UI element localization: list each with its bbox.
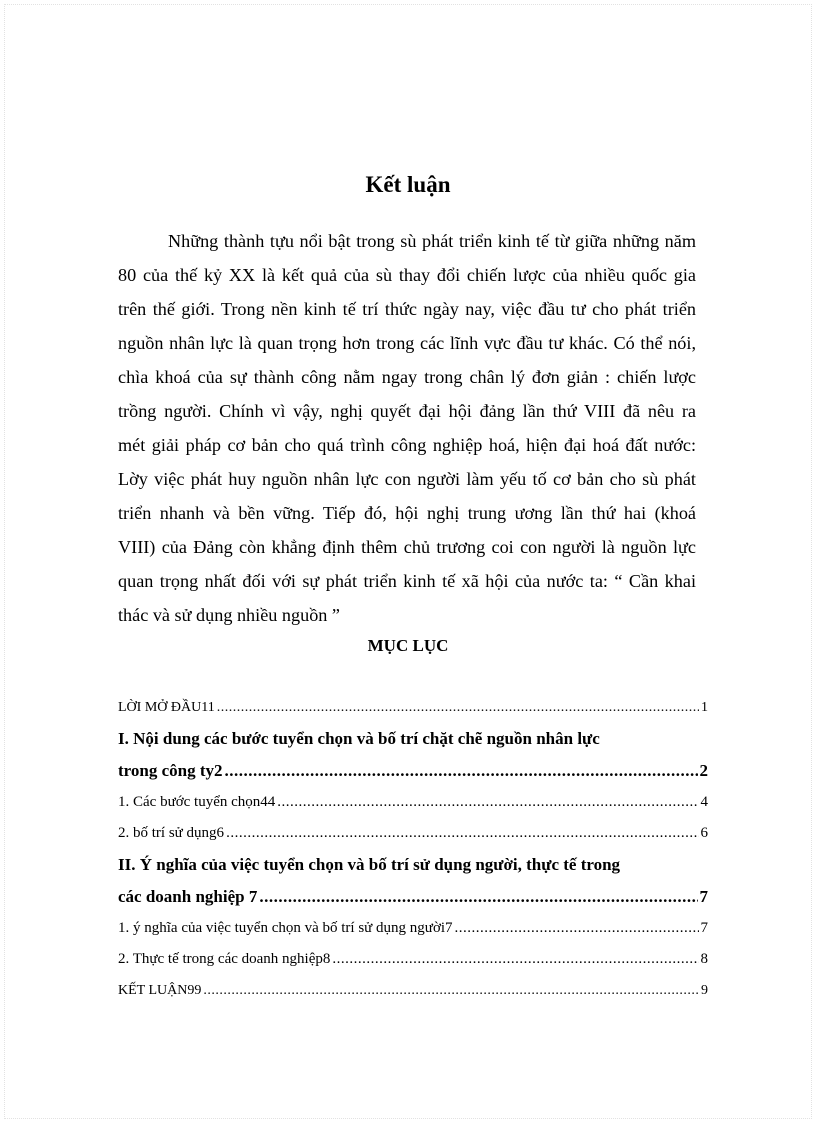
toc-dot-leader: [203, 975, 699, 1006]
toc-entry-label: I. Nội dung các bước tuyển chọn và bố trí chặt chẽ nguồn nhân lực: [118, 729, 600, 748]
conclusion-line: chìa khoá của sự thành công nằm ngay trong chân lý đơn giản : chiến lược: [118, 367, 696, 387]
toc-entry-label: LỜI MỞ ĐẦU11: [118, 700, 215, 715]
conclusion-title: Kết luận: [365, 172, 451, 197]
toc-dot-leader: [277, 787, 698, 818]
conclusion-line: triển nhanh và bền vững. Tiếp đó, hội nghị trung ương lần thứ hai (khoá: [118, 503, 696, 523]
toc-entry-2-1[interactable]: [118, 913, 708, 944]
toc-page-number: 7: [700, 920, 708, 936]
conclusion-line: mét giải pháp cơ bản cho quá trình công nghiệp hoá, hiện đại hoá đất nước:: [118, 435, 696, 455]
toc-dot-leader: [226, 818, 698, 849]
conclusion-line: trồng người. Chính vì vậy, nghị quyết đại hội đảng lần thứ VIII đã nêu ra: [118, 401, 696, 421]
conclusion-line: Những thành tựu nổi bật trong sù phát triển kinh tế từ giữa những năm: [168, 231, 696, 251]
toc-dot-leader: [225, 755, 698, 787]
toc-page-number: 7: [699, 887, 708, 906]
toc-entry-1-2[interactable]: [118, 818, 708, 849]
conclusion-line: nguồn nhân lực là quan trọng hơn trong các lĩnh vực đầu tư khác. Có thể nói,: [118, 333, 696, 353]
toc-entry-loi-mo-dau[interactable]: [118, 692, 708, 723]
conclusion-paragraph: [118, 224, 696, 632]
toc-entry-section-1[interactable]: [118, 723, 708, 787]
toc-entry-2-2[interactable]: [118, 944, 708, 975]
toc-title: MỤC LỤC: [367, 636, 449, 655]
toc-entry-section-2[interactable]: [118, 849, 708, 913]
toc-dot-leader: [332, 944, 698, 975]
toc-entry-label-cont: các doanh nghiệp 7: [118, 887, 258, 906]
toc-entry-label-cont: trong công ty2: [118, 761, 223, 780]
toc-dot-leader: [259, 881, 697, 913]
conclusion-line: trên thế giới. Trong nền kinh tế trí thức ngày nay, việc đầu tư cho phát triển: [118, 299, 696, 319]
toc-entry-label: 1. ý nghĩa của việc tuyển chọn và bố trí sử dụng người7: [118, 920, 453, 936]
toc-page-number: 8: [700, 951, 708, 967]
toc-dot-leader: [455, 913, 699, 944]
conclusion-line: 80 của thế kỷ XX là kết quả của sù thay đổi chiến lược của nhiều quốc gia: [118, 265, 696, 285]
toc-page-number: 2: [699, 761, 708, 780]
table-of-contents: [118, 692, 708, 1006]
toc-entry-ket-luan[interactable]: [118, 975, 708, 1006]
toc-entry-1-1[interactable]: [118, 787, 708, 818]
toc-entry-label: 1. Các bước tuyển chọn44: [118, 794, 276, 810]
toc-entry-label: KẾT LUẬN99: [118, 983, 202, 998]
toc-page-number: 6: [700, 825, 708, 841]
conclusion-line: Lờy việc phát huy nguồn nhân lực con người làm yếu tố cơ bản cho sù phát: [118, 469, 696, 489]
toc-entry-label: 2. bố trí sử dụng6: [118, 825, 225, 841]
toc-entry-label: II. Ý nghĩa của việc tuyển chọn và bố trí sử dụng người, thực tế trong: [118, 855, 621, 874]
toc-entry-label: 2. Thực tế trong các doanh nghiệp8: [118, 951, 331, 967]
conclusion-line: VIII) của Đảng còn khẳng định thêm chủ trương coi con người là nguồn lực: [118, 537, 696, 557]
toc-page-number: 1: [701, 700, 708, 715]
conclusion-line: thác và sử dụng nhiều nguồn ”: [118, 605, 340, 625]
toc-page-number: 9: [701, 983, 708, 998]
conclusion-line: quan trọng nhất đối với sự phát triển kinh tế xã hội của nước ta: “ Cần khai: [118, 571, 696, 591]
toc-page-number: 4: [700, 794, 708, 810]
toc-dot-leader: [217, 692, 699, 723]
